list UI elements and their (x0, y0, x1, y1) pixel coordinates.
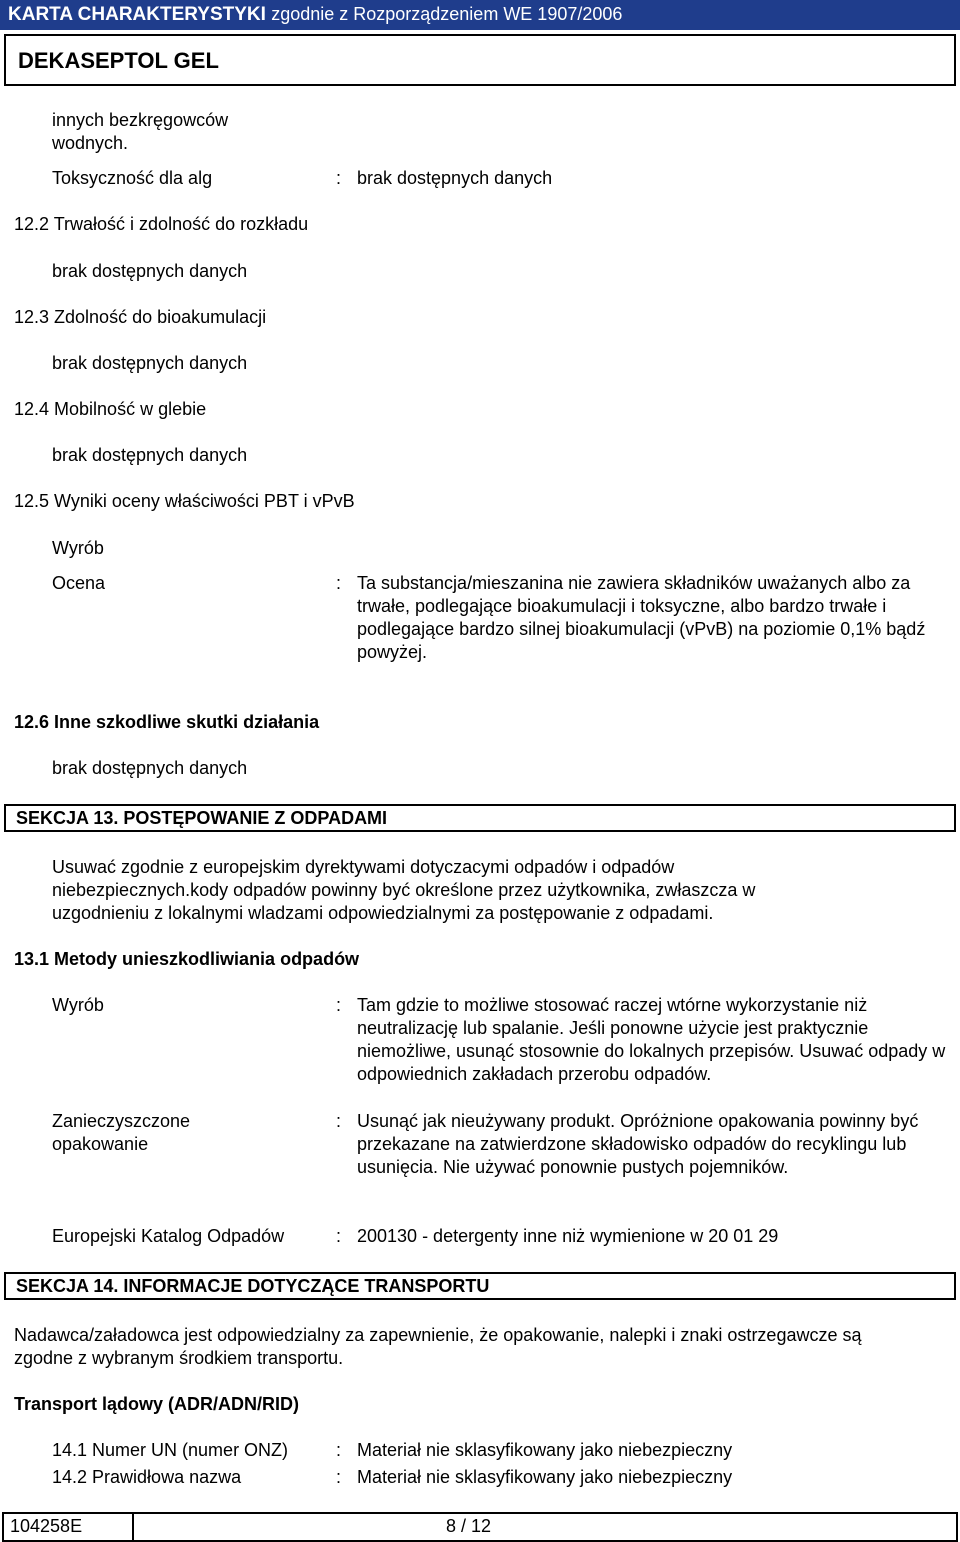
page-number: 8 / 12 (446, 1516, 492, 1536)
shipping-name-value: Materiał nie sklasyfikowany jako niebezpieczny (357, 1467, 733, 1487)
section-12-2-title: 12.2 Trwałość i zdolność do rozkładu (14, 214, 309, 234)
section-12-6-title: 12.6 Inne szkodliwe skutki działania (14, 712, 320, 732)
section-12-4-value: brak dostępnych danych (52, 445, 248, 465)
section-13-1-title: 13.1 Metody unieszkodliwiania odpadów (14, 949, 360, 969)
section-12-3-value: brak dostępnych danych (52, 353, 248, 373)
continued-line-2: wodnych. (52, 133, 129, 153)
section-12-6-value: brak dostępnych danych (52, 758, 248, 778)
product-name-box (4, 34, 956, 86)
ewc-colon: : (336, 1226, 342, 1246)
section-14-title: SEKCJA 14. INFORMACJE DOTYCZĄCE TRANSPORTU (16, 1276, 490, 1296)
document-title-main: KARTA CHARAKTERYSTYKI (8, 4, 266, 25)
page-footer (2, 1512, 958, 1542)
algae-toxicity-label: Toksyczność dla alg (52, 168, 213, 188)
product-name: DEKASEPTOL GEL (18, 48, 219, 73)
section-12-5-title: 12.5 Wyniki oceny właściwości PBT i vPvB (14, 491, 355, 511)
disposal-product-label: Wyrób (52, 995, 104, 1015)
header-bar (0, 0, 960, 30)
algae-toxicity-value: brak dostępnych danych (357, 168, 553, 188)
footer-divider (132, 1514, 134, 1540)
un-number-value: Materiał nie sklasyfikowany jako niebezpieczny (357, 1440, 733, 1460)
document-title (8, 2, 622, 27)
document-code: 104258E (10, 1516, 83, 1536)
document-title-regulation: zgodnie z Rozporządzeniem WE 1907/2006 (271, 4, 623, 24)
disposal-product-value: Tam gdzie to możliwe stosować raczej wtórne wykorzystanie niż neutralizację lub spalanie. Jeśli ponowne użycie jest praktycznie niemożliwe, usunąć stosownie do lokalnych przepisów. Usuwać odpady w odpowiednich zakładach przerobu odpadów. (357, 995, 946, 1084)
assessment-value: Ta substancja/mieszanina nie zawiera składników uważanych albo za trwałe, podlegające bioakumulacji i toksyczne, albo bardzo trwałe i podlegające bardzo silnej bioakumulacji (vPvB) na poziomie 0,1% bądź powyżej. (357, 573, 926, 662)
ewc-value: 200130 - detergenty inne niż wymienione w 20 01 29 (357, 1226, 779, 1246)
contaminated-packaging-colon: : (336, 1111, 342, 1131)
algae-toxicity-colon: : (336, 168, 342, 188)
section-12-5-product-label: Wyrób (52, 538, 104, 558)
section-13-title: SEKCJA 13. POSTĘPOWANIE Z ODPADAMI (16, 808, 388, 828)
un-number-colon: : (336, 1440, 342, 1460)
shipping-name-label: 14.2 Prawidłowa nazwa (52, 1467, 242, 1487)
shipping-name-colon: : (336, 1467, 342, 1487)
contaminated-packaging-label-2: opakowanie (52, 1134, 149, 1154)
disposal-product-colon: : (336, 995, 342, 1015)
section-12-4-title: 12.4 Mobilność w glebie (14, 399, 207, 419)
contaminated-packaging-value: Usunąć jak nieużywany produkt. Opróżnione opakowania powinny być przekazane na zatwierdzone składowisko odpadów do recyklingu lub usunięcia. Nie używać ponownie pustych pojemników. (357, 1111, 919, 1177)
land-transport-title: Transport lądowy (ADR/ADN/RID) (14, 1394, 300, 1414)
section-14-intro: Nadawca/załadowca jest odpowiedzialny za zapewnienie, że opakowanie, nalepki i znaki ostrzegawcze są zgodne z wybranym środkiem transportu. (14, 1325, 862, 1368)
ewc-label: Europejski Katalog Odpadów (52, 1226, 285, 1246)
section-14-header (4, 1272, 956, 1300)
section-13-intro: Usuwać zgodnie z europejskim dyrektywami dotyczacymi odpadów i odpadów niebezpiecznych.kody odpadów powinny być określone przez użytkownika, zwłaszcza w uzgodnieniu z lokalnymi wladzami odpowiedzialnymi za postępowanie z odpadami. (52, 857, 756, 923)
contaminated-packaging-label-1: Zanieczyszczone (52, 1111, 191, 1131)
section-13-header (4, 804, 956, 832)
section-12-3-title: 12.3 Zdolność do bioakumulacji (14, 307, 267, 327)
assessment-colon: : (336, 573, 342, 593)
assessment-label: Ocena (52, 573, 106, 593)
section-12-2-value: brak dostępnych danych (52, 261, 248, 281)
un-number-label: 14.1 Numer UN (numer ONZ) (52, 1440, 289, 1460)
continued-line-1: innych bezkręgowców (52, 110, 229, 130)
